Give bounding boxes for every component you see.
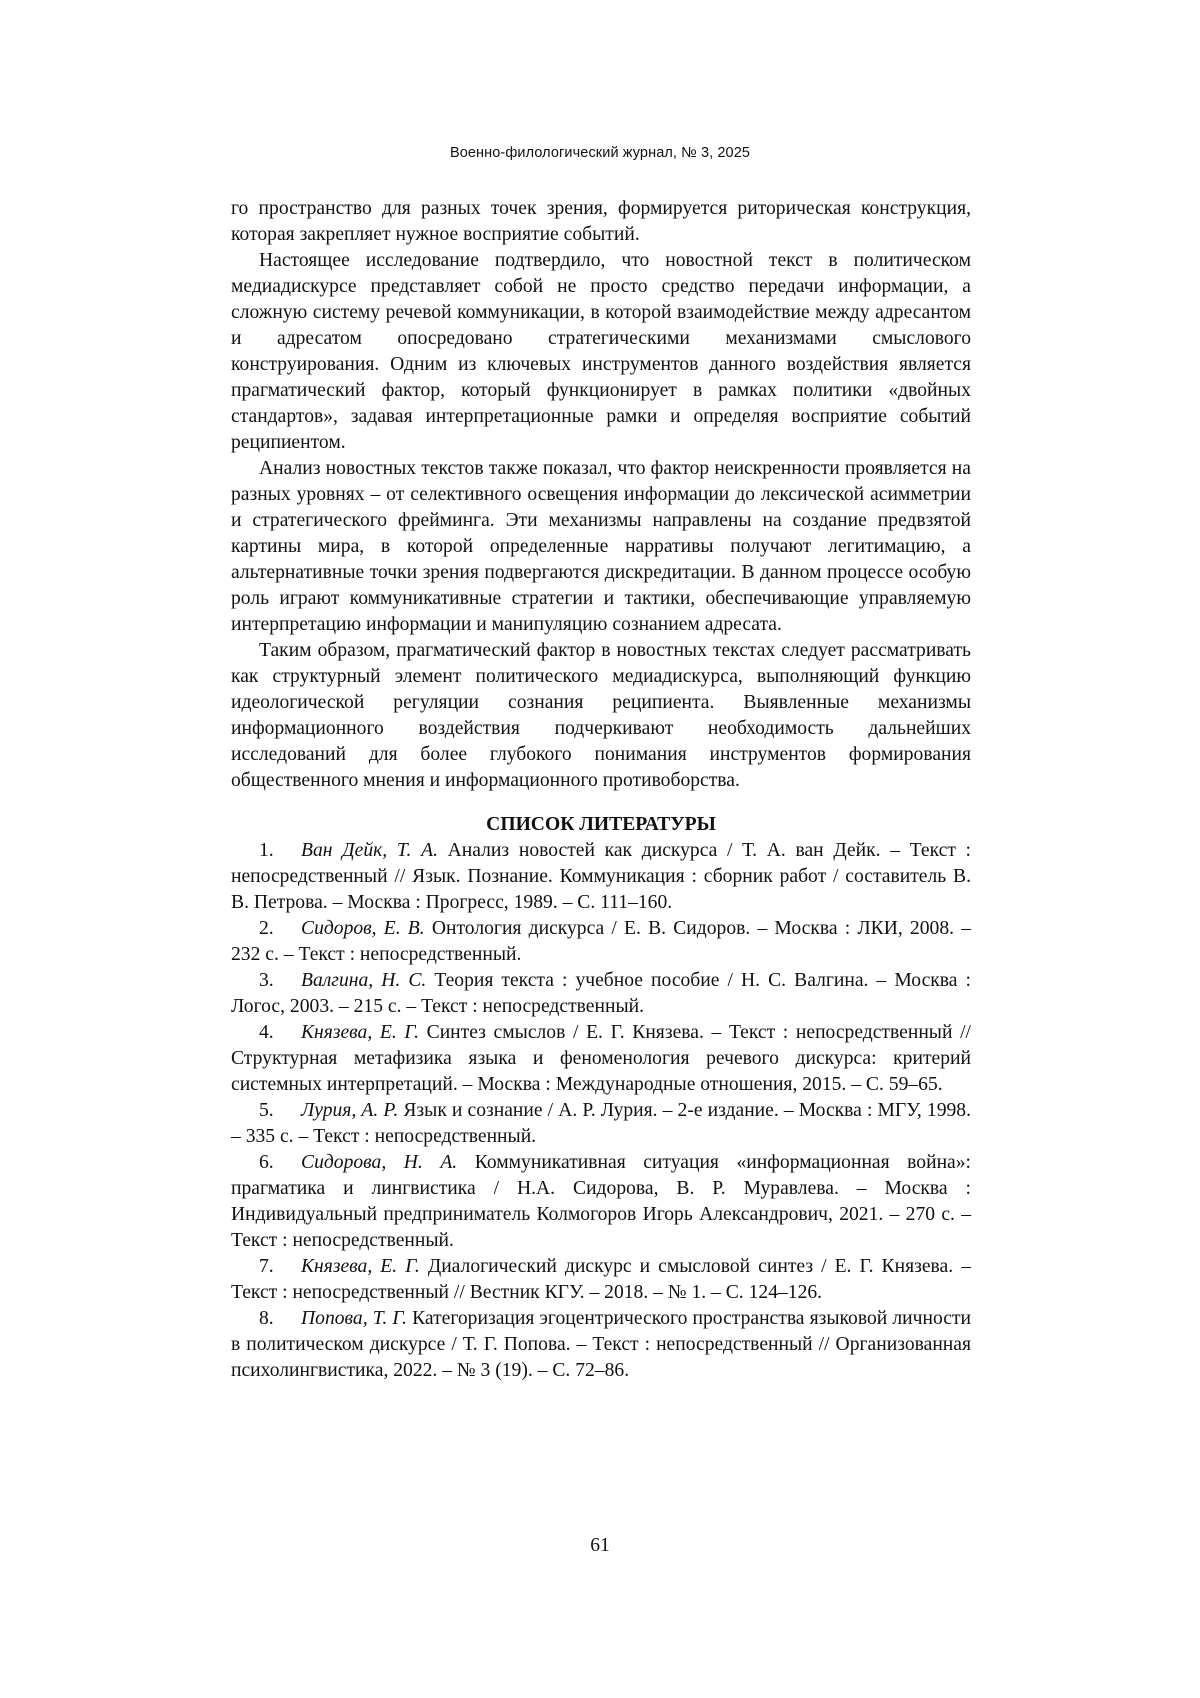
reference-author: Ван Дейк, Т. А. (301, 840, 438, 861)
reference-item (231, 1254, 971, 1306)
reference-text: Язык и сознание / А. Р. Лурия. – 2-е издание. – Москва : МГУ, 1998. – 335 с. – Текст : непосредственный. (231, 1100, 971, 1147)
reference-number: 6. (259, 1152, 274, 1173)
reference-author: Валгина, Н. С. (301, 970, 427, 991)
reference-number: 3. (259, 970, 274, 991)
reference-item (231, 1150, 971, 1254)
reference-item (231, 916, 971, 968)
reference-text: Коммуникативная ситуация «информационная война»: прагматика и лингвистика / Н.А. Сидорова, В. Р. Муравлева. – Москва : Индивидуальный предприниматель Колмогоров Игорь Александрович, 2021. – 270 с. – Текст : непосредственный. (231, 1152, 971, 1251)
references-title: СПИСОК ЛИТЕРАТУРЫ (486, 814, 716, 835)
reference-author: Сидоров, Е. В. (301, 918, 425, 939)
reference-item (231, 968, 971, 1020)
reference-text: Категоризация эгоцентрического пространства языковой личности в политическом дискурсе / Т. Г. Попова. – Текст : непосредственный // Организованная психолингвистика, 2022. – № 3 (19). – С. 72–86. (231, 1308, 971, 1381)
page-number: 61 (590, 1535, 610, 1556)
reference-item (231, 1020, 971, 1098)
reference-text: Онтология дискурса / Е. В. Сидоров. – Москва : ЛКИ, 2008. – 232 с. – Текст : непосредственный. (231, 918, 971, 965)
paragraph: Анализ новостных текстов также показал, что фактор неискренности проявляется на разных уровнях – от селективного освещения информации до лексической асимметрии и стратегического фрейминга. Эти механизмы направлены на создание предвзятой картины мира, в которой определенные нарративы получают легитимацию, а альтернативные точки зрения подвергаются дискредитации. В данном процессе особую роль играют коммуникативные стратегии и тактики, обеспечивающие управляемую интерпретацию информации и манипуляцию сознанием адресата. (231, 458, 971, 635)
references-list (231, 838, 971, 1384)
reference-text: Теория текста : учебное пособие / Н. С. Валгина. – Москва : Логос, 2003. – 215 с. – Текст : непосредственный. (231, 970, 971, 1017)
reference-text: Синтез смыслов / Е. Г. Князева. – Текст : непосредственный // Структурная метафизика языка и феноменология речевого дискурса: критерий системных интерпретаций. – Москва : Международные отношения, 2015. – С. 59–65. (231, 1022, 971, 1095)
reference-item (231, 838, 971, 916)
reference-number: 7. (259, 1256, 274, 1277)
reference-number: 4. (259, 1022, 274, 1043)
reference-number: 2. (259, 918, 274, 939)
reference-number: 1. (259, 840, 274, 861)
reference-author: Князева, Е. Г. (301, 1022, 419, 1043)
paragraph: Настоящее исследование подтвердило, что новостной текст в политическом медиадискурсе представляет собой не просто средство передачи информации, а сложную систему речевой коммуникации, в которой взаимодействие между адресантом и адресатом опосредовано стратегическими механизмами смыслового конструирования. Одним из ключевых инструментов данного воздействия является прагматический фактор, который функционирует в рамках политики «двойных стандартов», задавая интерпретационные рамки и определяя восприятие событий реципиентом. (231, 250, 971, 453)
reference-item (231, 1306, 971, 1384)
reference-item (231, 1098, 971, 1150)
reference-text: Анализ новостей как дискурса / Т. А. ван Дейк. – Текст : непосредственный // Язык. Познание. Коммуникация : сборник работ / составитель В. В. Петрова. – Москва : Прогресс, 1989. – С. 111–160. (231, 840, 971, 913)
paragraph: го пространство для разных точек зрения, формируется риторическая конструкция, которая закрепляет нужное восприятие событий. (231, 198, 971, 245)
running-head: Военно-филологический журнал, № 3, 2025 (449, 145, 751, 161)
body-text (231, 196, 971, 1384)
paragraph: Таким образом, прагматический фактор в новостных текстах следует рассматривать как структурный элемент политического медиадискурса, выполняющий функцию идеологической регуляции сознания реципиента. Выявленные механизмы информационного воздействия подчеркивают необходимость дальнейших исследований для более глубокого понимания инструментов формирования общественного мнения и информационного противоборства. (231, 640, 971, 791)
reference-author: Сидорова, Н. А. (301, 1152, 458, 1173)
reference-text: Диалогический дискурс и смысловой синтез / Е. Г. Князева. – Текст : непосредственный // Вестник КГУ. – 2018. – № 1. – С. 124–126. (231, 1256, 971, 1303)
reference-number: 5. (259, 1100, 274, 1121)
reference-author: Лурия, А. Р. (301, 1100, 399, 1121)
reference-author: Князева, Е. Г. (301, 1256, 420, 1277)
reference-number: 8. (259, 1308, 274, 1329)
reference-author: Попова, Т. Г. (301, 1308, 407, 1329)
